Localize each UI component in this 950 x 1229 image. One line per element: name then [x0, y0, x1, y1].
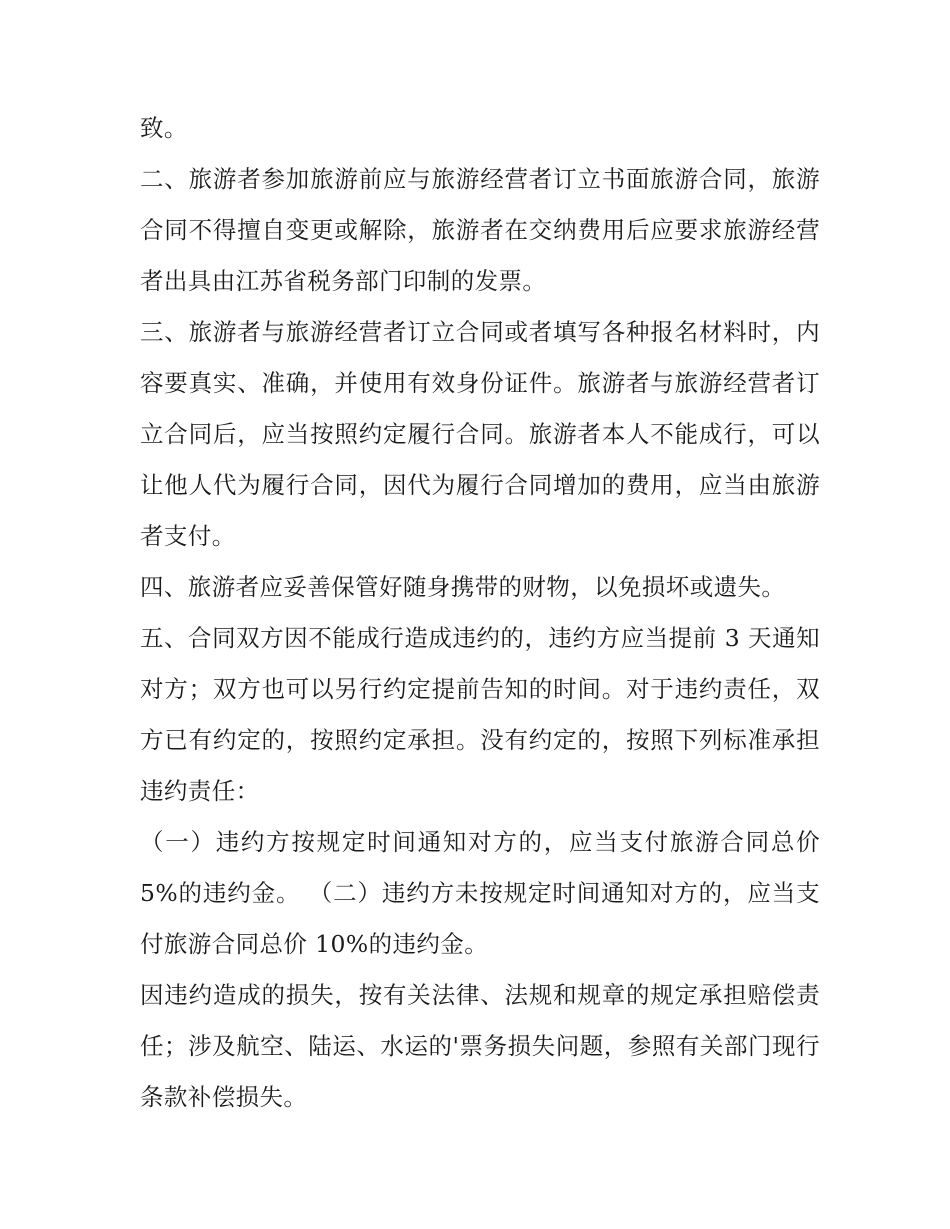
paragraph-penalty-terms: （一）违约方按规定时间通知对方的，应当支付旅游合同总价 5%的违约金。 （二）违约方未按规定时间通知对方的，应当支付旅游合同总价 10%的违约金。 [140, 828, 820, 958]
paragraph-clause-5: 五、合同双方因不能成行造成违约的，违约方应当提前 3 天通知对方；双方也可以另行约定提前告知的时间。对于违约责任，双方已有约定的，按照约定承担。没有约定的，按照下列标准承担违约责任： [140, 624, 820, 805]
document-body [140, 103, 820, 1123]
paragraph-damages: 因违约造成的损失，按有关法律、法规和规章的规定承担赔偿责任；涉及航空、陆运、水运的'票务损失问题，参照有关部门现行条款补偿损失。 [140, 981, 820, 1111]
paragraph-clause-3: 三、旅游者与旅游经营者订立合同或者填写各种报名材料时，内容要真实、准确，并使用有效身份证件。旅游者与旅游经营者订立合同后，应当按照约定履行合同。旅游者本人不能成行，可以让他人代为履行合同，因代为履行合同增加的费用，应当由旅游者支付。 [140, 318, 820, 550]
paragraph-clause-4: 四、旅游者应妥善保管好随身携带的财物，以免损坏或遗失。 [140, 573, 786, 601]
paragraph-clause-2: 二、旅游者参加旅游前应与旅游经营者订立书面旅游合同，旅游合同不得擅自变更或解除，旅游者在交纳费用后应要求旅游经营者出具由江苏省税务部门印制的发票。 [140, 165, 820, 295]
paragraph-continuation: 致。 [140, 114, 188, 142]
